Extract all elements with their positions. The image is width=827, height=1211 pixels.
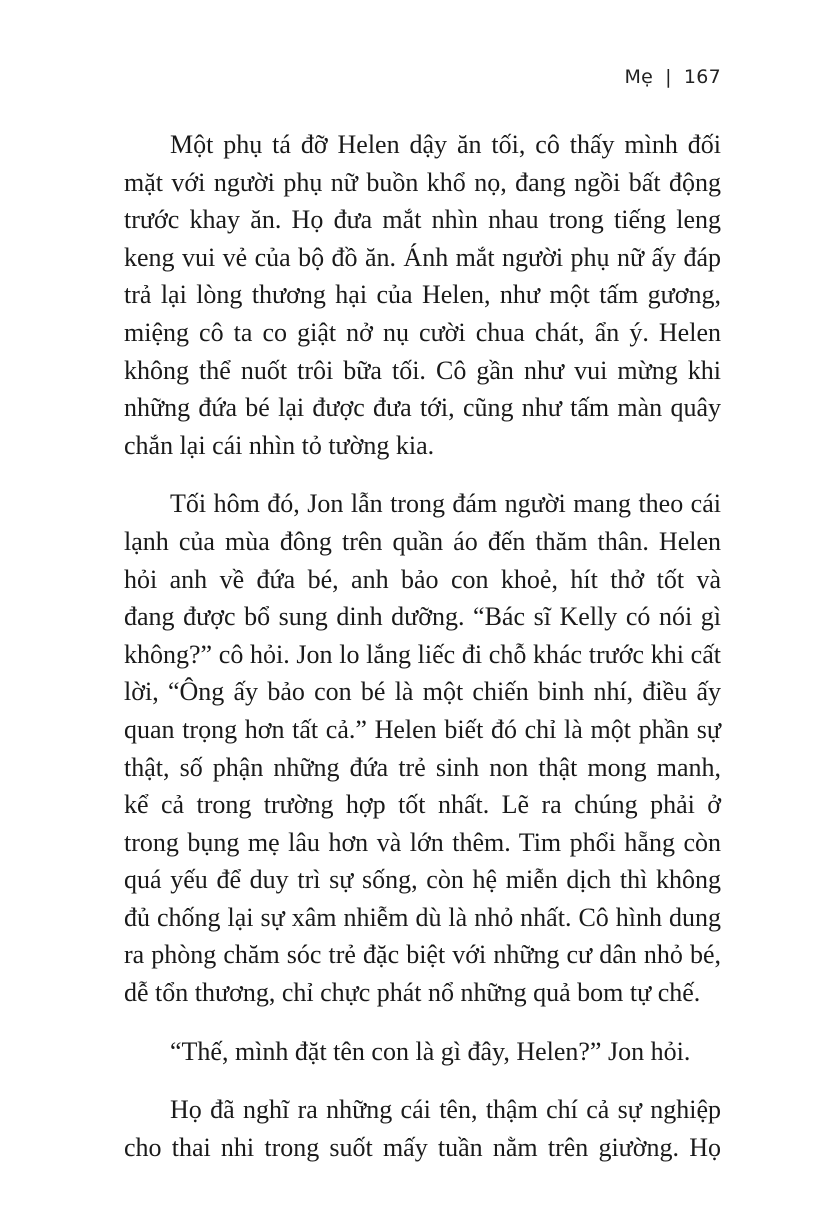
- text-line: không thể nuốt trôi bữa tối. Cô gần như vui mừng khi: [124, 355, 721, 385]
- paragraph-gap: [124, 1070, 721, 1091]
- text-line: ra phòng chăm sóc trẻ đặc biệt với những cư dân nhỏ bé,: [124, 940, 721, 970]
- paragraph-gap: [124, 1012, 721, 1033]
- chapter-title: Mẹ: [624, 66, 654, 88]
- text-line: thật, số phận những đứa trẻ sinh non thật mong manh,: [124, 752, 721, 782]
- text-line: “Thế, mình đặt tên con là gì đây, Helen?” Jon hỏi.: [170, 1036, 691, 1066]
- paragraph-gap: [124, 464, 721, 485]
- paragraph: [124, 126, 721, 464]
- text-line: quan trọng hơn tất cả.” Helen biết đó chỉ là một phần sự: [124, 714, 721, 744]
- text-line: những đứa bé lại được đưa tới, cũng như tấm màn quây: [124, 393, 721, 423]
- text-line: miệng cô ta co giật nở nụ cười chua chát, ẩn ý. Helen: [124, 317, 721, 347]
- text-line: quá yếu để duy trì sự sống, còn hệ miễn dịch thì không: [124, 865, 721, 895]
- page-number: 167: [683, 66, 721, 88]
- header-separator: |: [665, 66, 672, 88]
- text-line: Tối hôm đó, Jon lẫn trong đám người mang theo cái: [170, 489, 721, 519]
- text-line: đủ chống lại sự xâm nhiễm dù là nhỏ nhất. Cô hình dung: [124, 902, 721, 932]
- text-line: không?” cô hỏi. Jon lo lắng liếc đi chỗ khác trước khi cất: [124, 639, 721, 669]
- text-line: đang được bổ sung dinh dưỡng. “Bác sĩ Kelly có nói gì: [124, 602, 721, 632]
- text-line: chắn lại cái nhìn tỏ tường kia.: [124, 430, 435, 460]
- text-line: dễ tổn thương, chỉ chực phát nổ những quả bom tự chế.: [124, 978, 701, 1008]
- text-line: kể cả trong trường hợp tốt nhất. Lẽ ra chúng phải ở: [124, 790, 721, 820]
- text-line: Họ đã nghĩ ra những cái tên, thậm chí cả sự nghiệp: [170, 1095, 721, 1125]
- text-line: hỏi anh về đứa bé, anh bảo con khoẻ, hít thở tốt và: [124, 564, 721, 594]
- text-line: Một phụ tá đỡ Helen dậy ăn tối, cô thấy mình đối: [170, 130, 721, 159]
- text-line: lạnh của mùa đông trên quần áo đến thăm thân. Helen: [124, 526, 721, 556]
- text-line: cho thai nhi trong suốt mấy tuần nằm trên giường. Họ: [124, 1132, 721, 1162]
- paragraph: [124, 1033, 721, 1071]
- text-line: keng vui vẻ của bộ đồ ăn. Ánh mắt người phụ nữ ấy đáp: [124, 242, 721, 272]
- text-line: trước khay ăn. Họ đưa mắt nhìn nhau trong tiếng leng: [124, 205, 721, 235]
- paragraph: [124, 1091, 721, 1166]
- paragraph: [124, 485, 721, 1011]
- text-line: trong bụng mẹ lâu hơn và lớn thêm. Tim phổi hẵng còn: [124, 827, 721, 857]
- body-text: [124, 126, 721, 1166]
- text-line: trả lại lòng thương hại của Helen, như một tấm gương,: [124, 280, 721, 310]
- text-line: lời, “Ông ấy bảo con bé là một chiến binh nhí, điều ấy: [124, 677, 721, 707]
- running-header: [624, 66, 721, 88]
- text-line: mặt với người phụ nữ buồn khổ nọ, đang ngồi bất động: [124, 167, 721, 197]
